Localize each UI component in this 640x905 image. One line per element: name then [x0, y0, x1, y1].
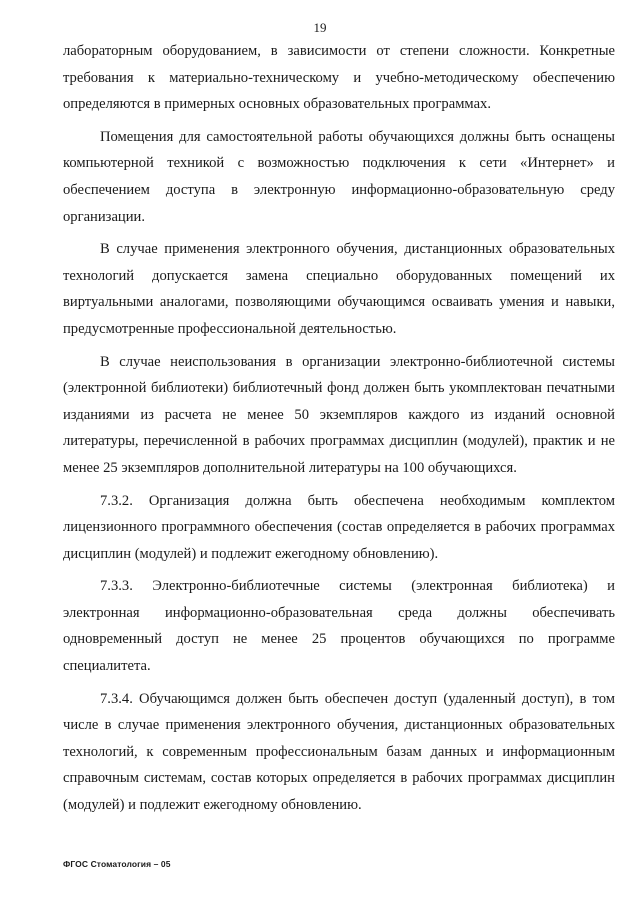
- paragraph-continuation: лабораторным оборудованием, в зависимости от степени сложности. Конкретные требования к материально-техническому и учебно-методическому обеспечению определяются в примерных основных образовательных программах.: [63, 43, 615, 113]
- paragraph-virtual-analogs: В случае применения электронного обучения, дистанционных образовательных технологий допускается замена специально оборудованных помещений их виртуальными аналогами, позволяющими обучающимся осваивать умения и навыки, предусмотренные профессиональной деятельностью.: [63, 241, 615, 337]
- footer-standard-label: ФГОС Стоматология – 05: [63, 859, 171, 869]
- paragraph-library-fund: В случае неиспользования в организации электронно-библиотечной системы (электронной библиотеки) библиотечный фонд должен быть укомплектован печатными изданиями из расчета не менее 50 экземпляров каждого из изданий основной литературы, перечисленной в рабочих программах дисциплин (модулей), практик и не менее 25 экземпляров дополнительной литературы на 100 обучающихся.: [63, 353, 615, 476]
- document-body: [63, 38, 615, 825]
- paragraph-7-3-4: 7.3.4. Обучающимся должен быть обеспечен доступ (удаленный доступ), в том числе в случае применения электронного обучения, дистанционных образовательных технологий, к современным профессиональным базам данных и информационным справочным системам, состав которых определяется в рабочих программах дисциплин (модулей) и подлежит ежегодному обновлению.: [63, 690, 615, 814]
- page-number: 19: [313, 20, 327, 35]
- paragraph-7-3-2: 7.3.2. Организация должна быть обеспечена необходимым комплектом лицензионного программного обеспечения (состав определяется в рабочих программах дисциплин (модулей) и подлежит ежегодному обновлению).: [63, 492, 615, 562]
- paragraph-7-3-3: 7.3.3. Электронно-библиотечные системы (электронная библиотека) и электронная информационно-образовательная среда должны обеспечивать одновременный доступ не менее 25 процентов обучающихся по программе специалитета.: [63, 578, 615, 675]
- paragraph-self-study-rooms: Помещения для самостоятельной работы обучающихся должны быть оснащены компьютерной техникой с возможностью подключения к сети «Интернет» и обеспечением доступа в электронную информационно-образовательную среду организации.: [63, 128, 615, 225]
